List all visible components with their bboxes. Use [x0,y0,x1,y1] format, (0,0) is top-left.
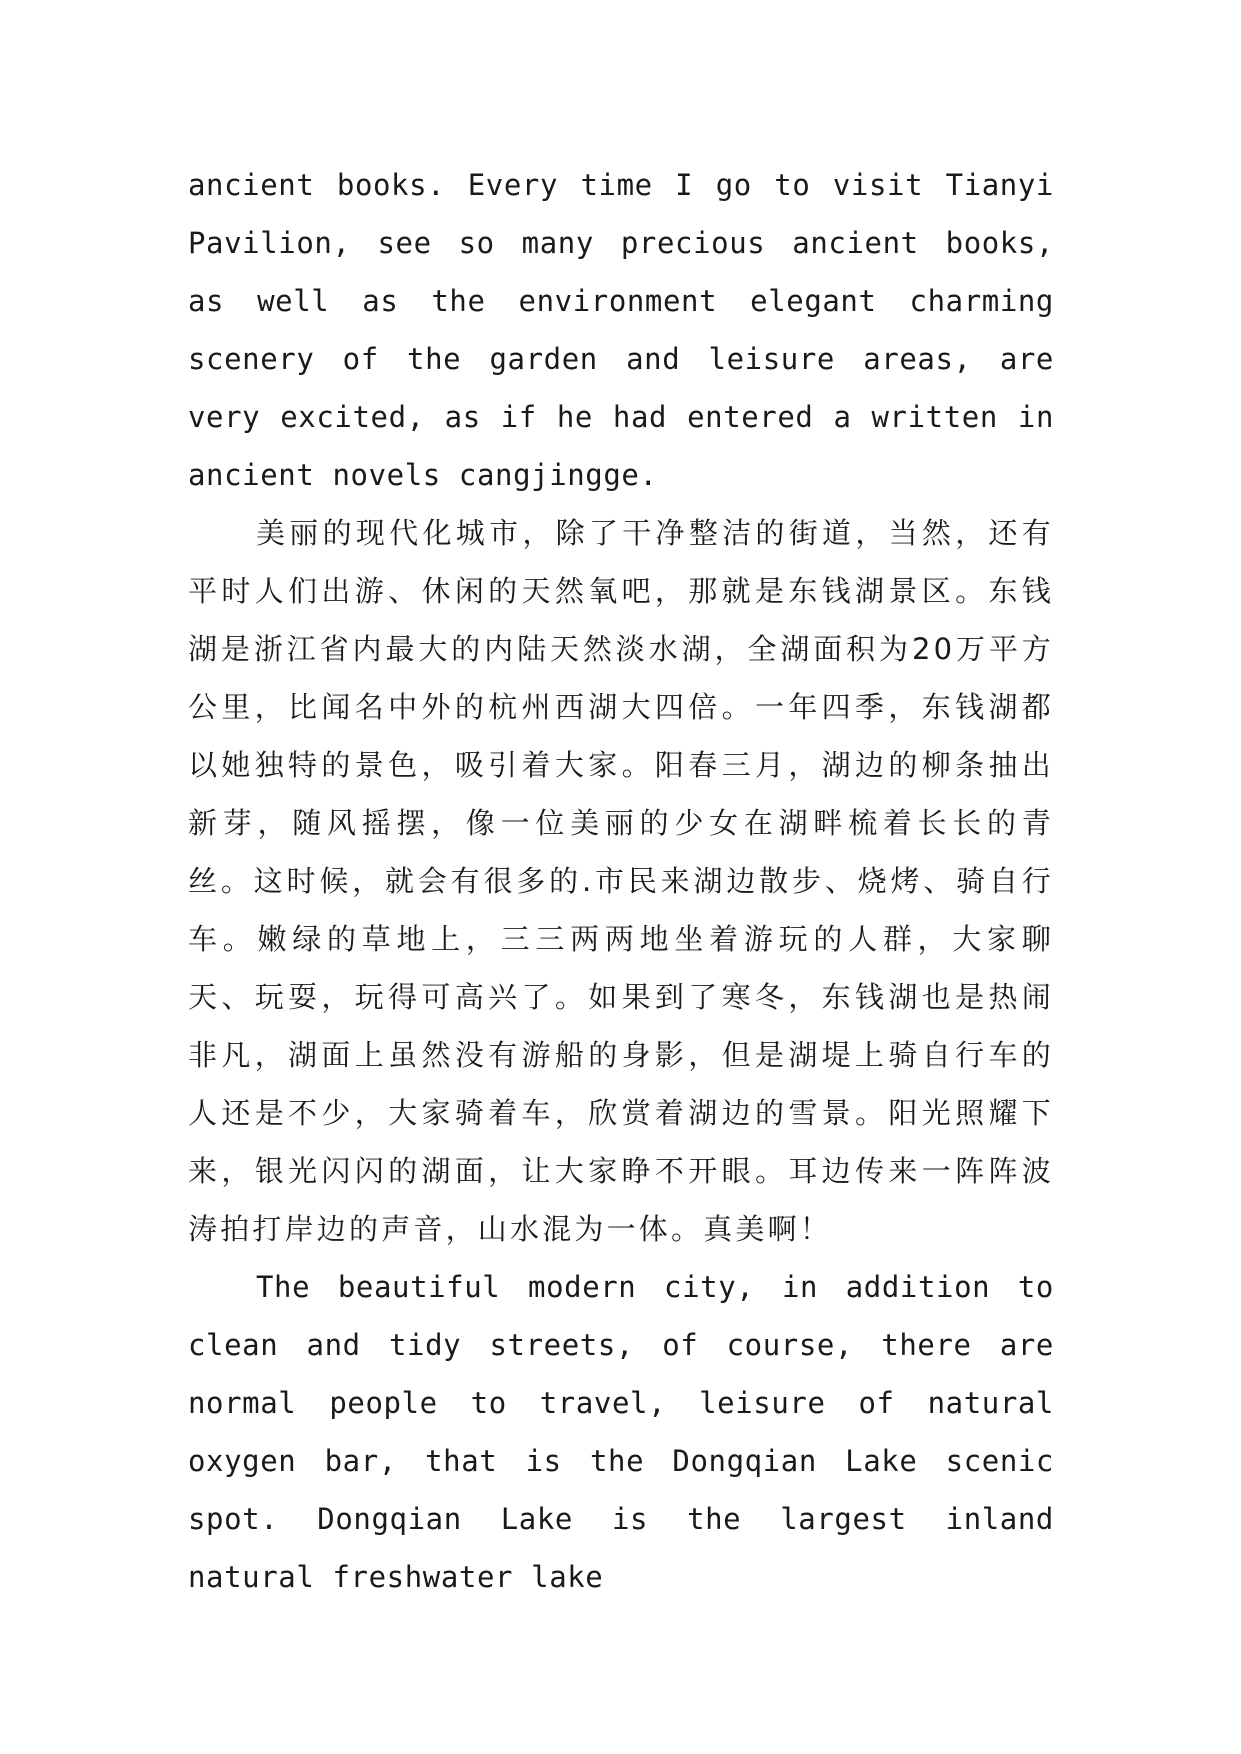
paragraph-english-dongqian-lake: The beautiful modern city, in addition to clean and tidy streets, of course, there are normal people to travel, leisure of natural oxygen bar, that is the Dongqian Lake scenic spot. Dongqian Lake is the largest inland natural freshwater lake [188,1270,1054,1594]
document-page [188,156,1054,1606]
paragraph-chinese-dongqian-lake: 美丽的现代化城市，除了干净整洁的街道，当然，还有平时人们出游、休闲的天然氧吧，那就是东钱湖景区。东钱湖是浙江省内最大的内陆天然淡水湖，全湖面积为20万平方公里，比闻名中外的杭州西湖大四倍。一年四季，东钱湖都以她独特的景色，吸引着大家。阳春三月，湖边的柳条抽出新芽，随风摇摆，像一位美丽的少女在湖畔梳着长长的青丝。这时候，就会有很多的.市民来湖边散步、烧烤、骑自行车。嫩绿的草地上，三三两两地坐着游玩的人群，大家聊天、玩耍，玩得可高兴了。如果到了寒冬，东钱湖也是热闹非凡，湖面上虽然没有游船的身影，但是湖堤上骑自行车的人还是不少，大家骑着车，欣赏着湖边的雪景。阳光照耀下来，银光闪闪的湖面，让大家睁不开眼。耳边传来一阵阵波涛拍打岸边的声音，山水混为一体。真美啊！ [188,516,1054,1246]
paragraph-english-continuation: ancient books. Every time I go to visit Tianyi Pavilion, see so many precious ancient books, as well as the environment elegant charming scenery of the garden and leisure areas, are very excited, as if he had entered a written in ancient novels cangjingge. [188,168,1054,492]
